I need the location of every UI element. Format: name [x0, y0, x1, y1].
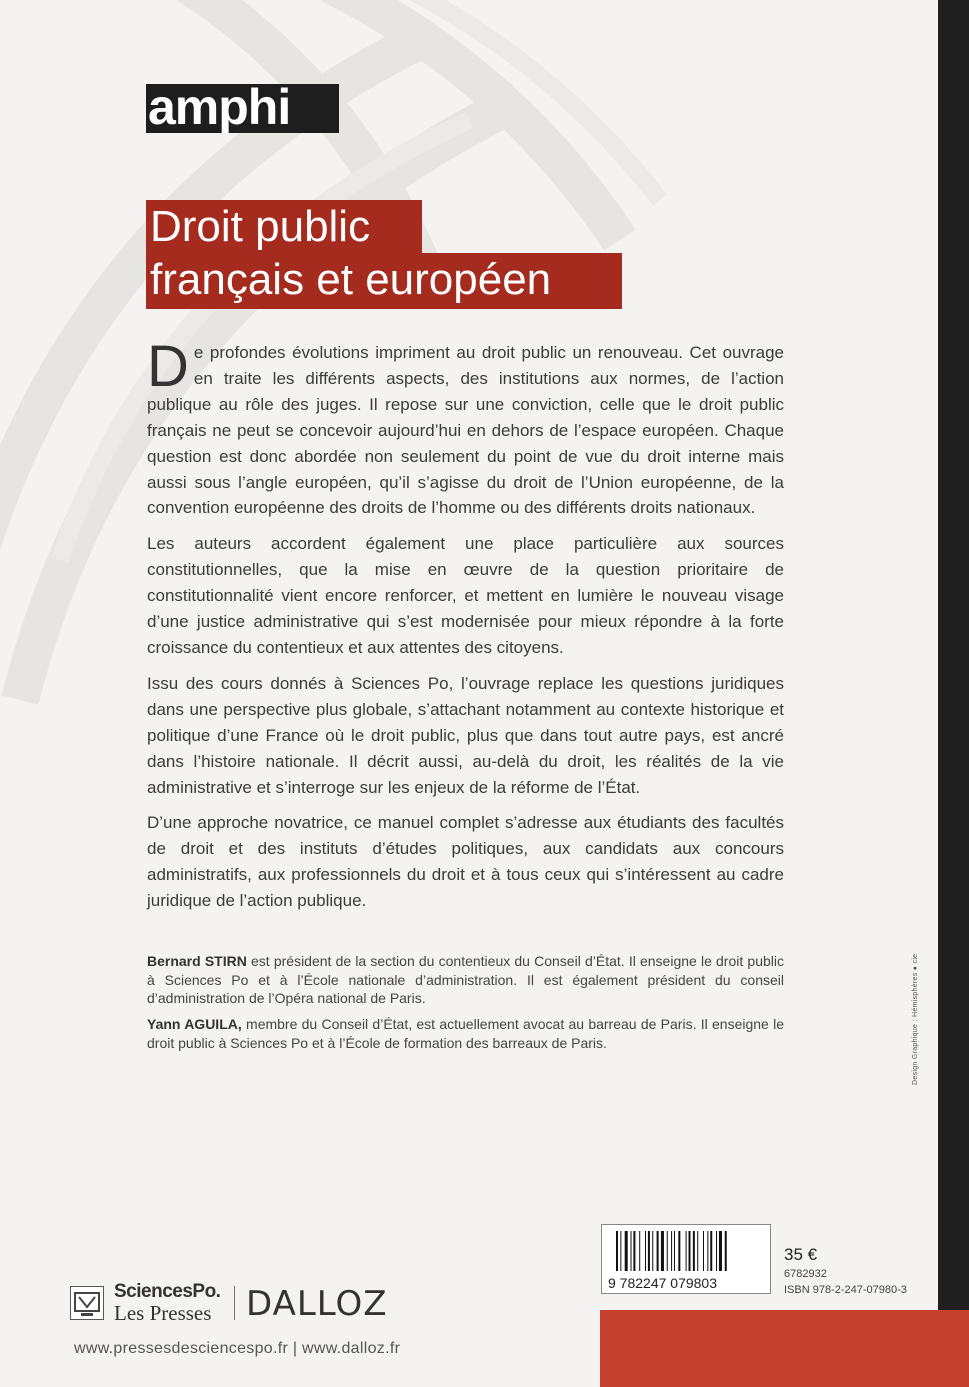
barcode [601, 1224, 771, 1294]
sciencespo-crest-icon [70, 1286, 104, 1320]
author-bio-text: est président de la section du contentieux du Conseil d’État. Il enseigne le droit public à Sciences Po et à l’École nationale d’administration. Il est également président du conseil d’administration de l’Opéra national de Paris. [147, 953, 784, 1007]
dropcap-letter: D [147, 334, 189, 399]
description-paragraph-2: Les auteurs accordent également une place particulière aux sources constitutionnelles, que la mise en œuvre de la question prioritaire de constitutionnalité vient encore renforcer, et mettent en lumière le nouveau visage d’une justice administrative qui s’est modernisée pour mieux répondre à la forte croissance du contentieux et aux attentes des citoyens. [147, 534, 784, 657]
spine-edge-bar [938, 0, 969, 1310]
author-name: Yann AGUILA, [147, 1016, 242, 1033]
design-credit: Design Graphique : Hémisphères ● cie [912, 953, 919, 1085]
series-label: amphi [146, 84, 339, 133]
logo-divider [234, 1286, 235, 1320]
price: 35 € [784, 1245, 818, 1264]
author-name: Bernard STIRN [147, 953, 247, 969]
description-paragraph-1 [147, 334, 784, 521]
paragraph-text: e profondes évolutions impriment au droit public un renouveau. Cet ouvrage en traite les différents aspects, des institutions aux normes, de l’action publique au rôle des juges. Il repose sur une conviction, celle que le droit public français ne peut se concevoir aujourd’hui en dehors de l’espace européen. Chaque question est donc abordée non seulement du point de vue du droit interne mais aussi sous l’angle européen, qu’il s’agisse du droit de l’Union européenne, de la convention européenne des droits de l’homme ou des différents droits nationaux. [147, 343, 784, 518]
author-bios [147, 952, 784, 1060]
les-presses-logo-text: Les Presses [114, 1301, 212, 1325]
barcode-bars-icon [616, 1231, 758, 1273]
author-bio-2 [147, 1015, 784, 1052]
description-text [147, 334, 784, 924]
bottom-red-block [600, 1310, 969, 1387]
publisher-urls: www.pressesdesciencespo.fr | www.dalloz.fr [74, 1340, 401, 1357]
book-title-line2: français et européen [146, 253, 622, 309]
product-code: 6782932 [784, 1268, 827, 1280]
publisher-logos [70, 1281, 388, 1325]
barcode-digits: 9 782247 079803 [608, 1275, 717, 1291]
book-title-line1: Droit public [146, 200, 422, 253]
author-bio-text: membre du Conseil d’État, est actuellement avocat au barreau de Paris. Il enseigne le droit public à Sciences Po et à l’École de formation des barreaux de Paris. [147, 1016, 784, 1051]
author-bio-1 [147, 952, 784, 1008]
description-paragraph-3: Issu des cours donnés à Sciences Po, l’ouvrage replace les questions juridiques dans une perspective plus globale, s’attachant notamment au contexte historique et politique d’une France où le droit public, plus que dans tout autre pays, est ancré dans l’histoire nationale. Il décrit aussi, au-delà du droit, les réalités de la vie administrative et s’interroge sur les enjeux de la réforme de l’État. [147, 673, 784, 797]
dalloz-logo-text: DALLOZ [246, 1284, 388, 1324]
sciencespo-logo-text: SciencesPo. [114, 1281, 221, 1302]
description-paragraph-4: D’une approche novatrice, ce manuel complet s’adresse aux étudiants des facultés de droit et des instituts d’études politiques, aux candidats aux concours administratifs, aux professionnels du droit et à tous ceux qui s’intéressent au cadre juridique de l’action publique. [147, 813, 784, 911]
isbn: ISBN 978-2-247-07980-3 [784, 1284, 907, 1296]
